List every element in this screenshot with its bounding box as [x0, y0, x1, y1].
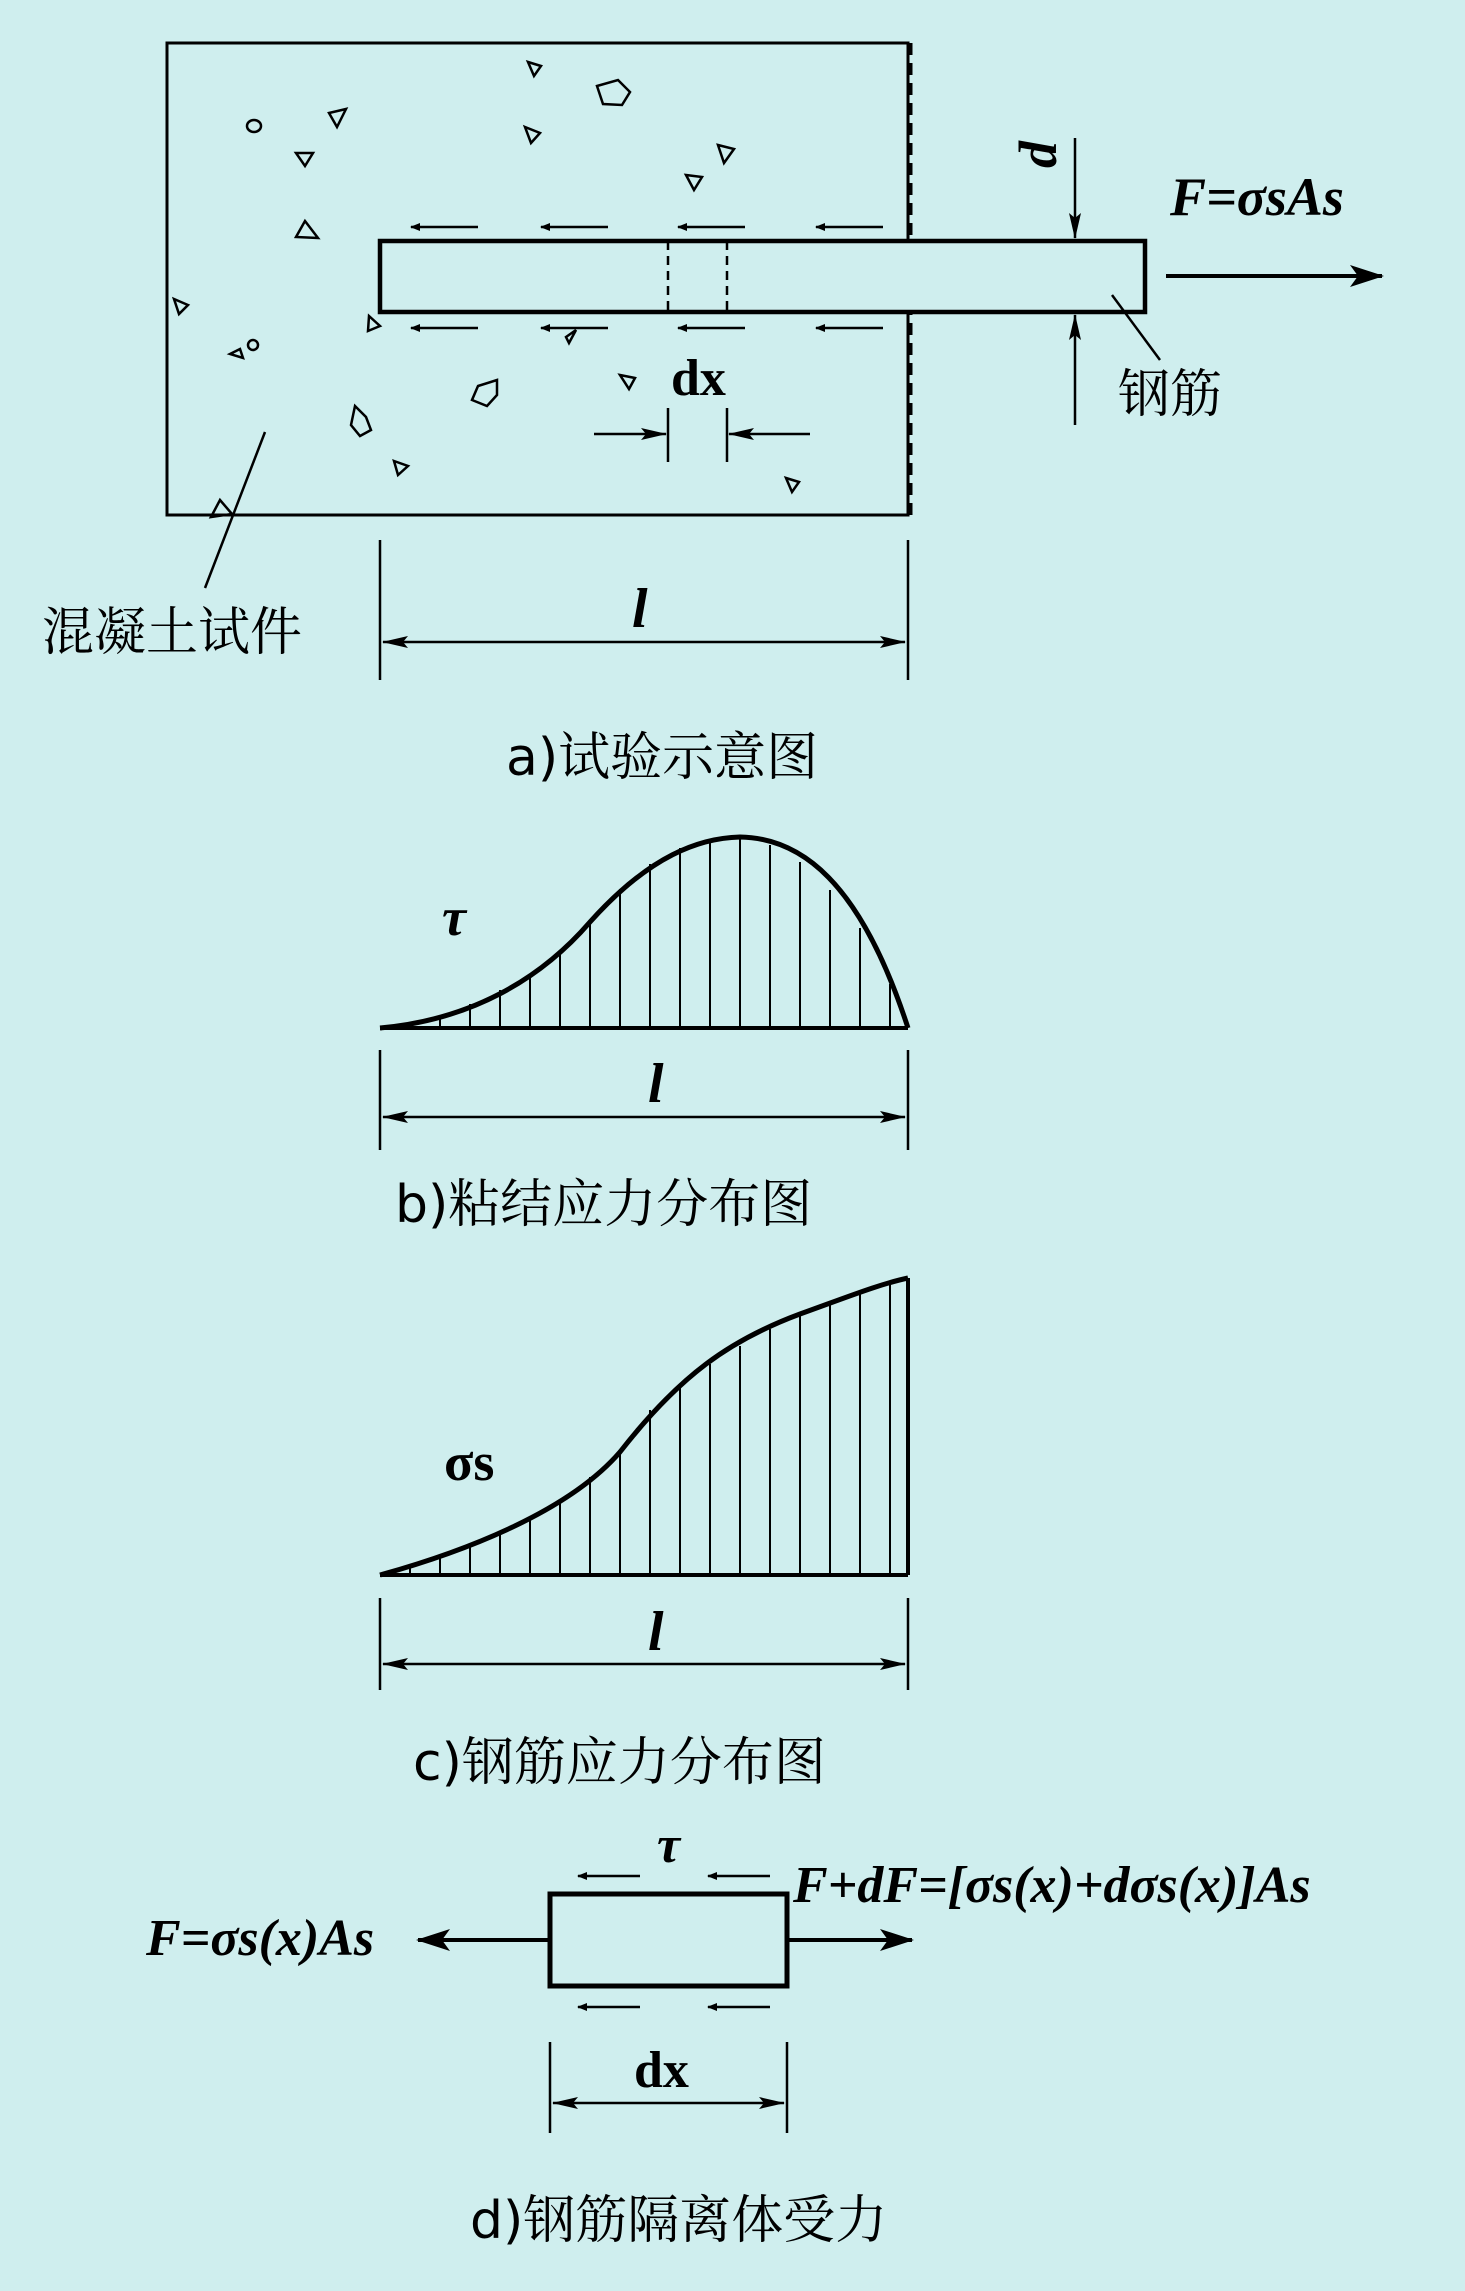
- dim-l-label: l: [632, 578, 648, 640]
- tau-label-d: τ: [657, 1817, 681, 1874]
- left-force-label: F=σs(x)As: [146, 1910, 375, 1967]
- hatch-lines-c: [410, 1283, 890, 1575]
- panel-d-caption: d)钢筋隔离体受力: [470, 2191, 888, 2251]
- panel-a-caption: a)试验示意图: [506, 728, 819, 788]
- specimen-label: 混凝土试件: [42, 603, 303, 663]
- force-label: F=σsAs: [1170, 167, 1344, 227]
- dim-l-label-c: l: [648, 1601, 664, 1663]
- panel-d-free-body: [145, 1817, 1311, 2251]
- dim-d-label: d: [1008, 141, 1068, 168]
- panel-c-bar-stress-distribution: [380, 1278, 908, 1793]
- panel-c-caption: c)钢筋应力分布图: [413, 1733, 826, 1793]
- bar-stress-curve: [380, 1278, 908, 1575]
- dim-l-label-b: l: [648, 1053, 664, 1115]
- steel-bar: [380, 241, 1145, 312]
- bar-label: 钢筋: [1118, 365, 1223, 425]
- panel-b-bond-stress-distribution: [380, 837, 908, 1235]
- right-force-label: F+dF=[σs(x)+dσs(x)]As: [793, 1857, 1311, 1914]
- panel-a-test-diagram: [42, 43, 1382, 788]
- tau-label-b: τ: [442, 887, 466, 947]
- sigma-label-c: σs: [444, 1432, 495, 1492]
- dim-dx-label-d: dx: [634, 2042, 689, 2099]
- bar-element: [550, 1894, 787, 1986]
- panel-b-caption: b)粘结应力分布图: [395, 1175, 813, 1235]
- dim-dx-label: dx: [671, 350, 726, 407]
